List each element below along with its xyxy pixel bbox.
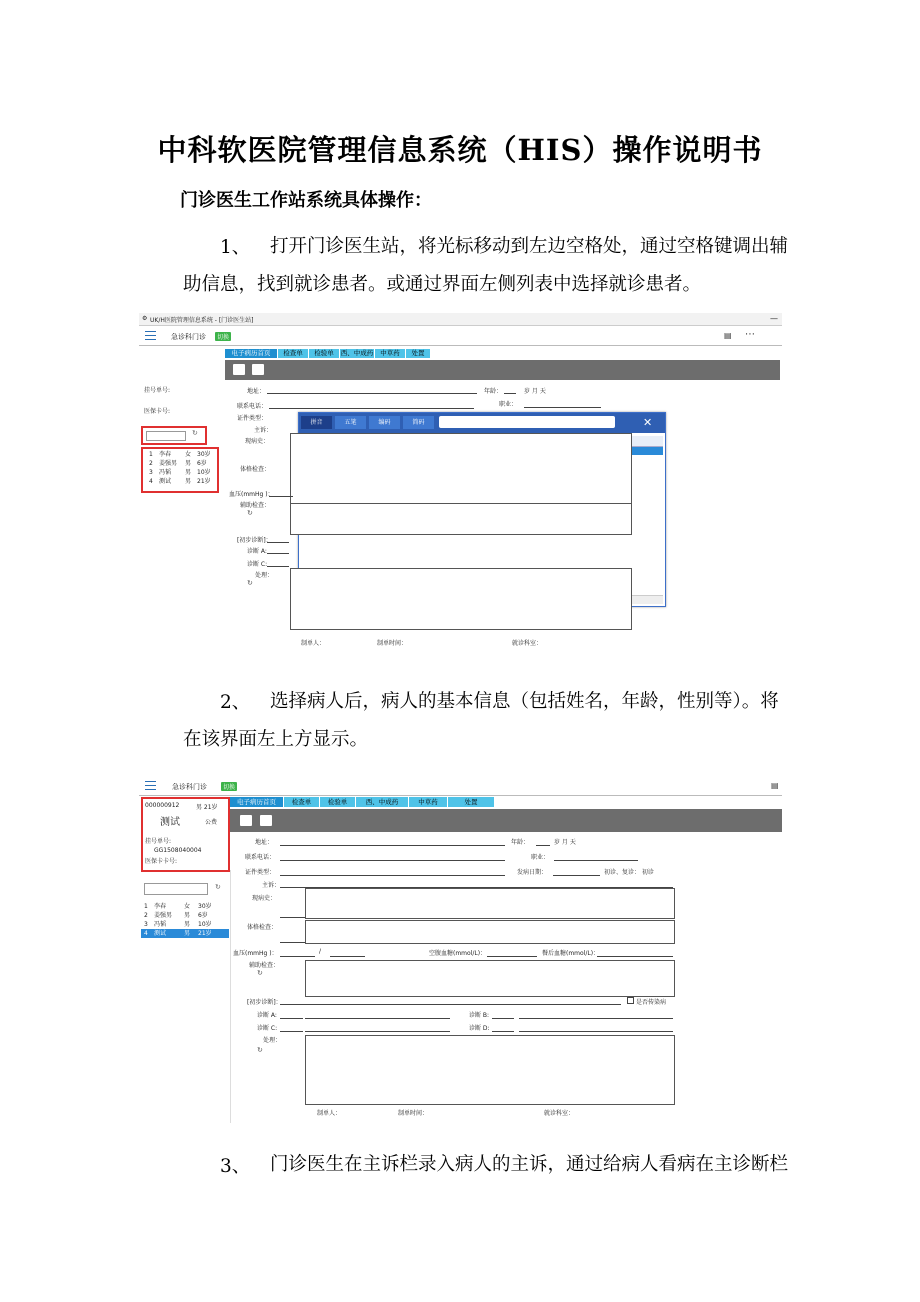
visit-type-label: 初诊、复诊： 初诊 (604, 869, 654, 876)
patient-age: 21岁 (197, 478, 211, 485)
switch-button[interactable]: 切换 (217, 334, 230, 341)
input-underline[interactable] (305, 1031, 450, 1032)
input-underline[interactable] (519, 1018, 673, 1019)
patient-list-item[interactable] (141, 902, 229, 911)
patient-search-input[interactable] (144, 883, 208, 895)
tab-2[interactable]: 检验单 (320, 797, 356, 807)
step1-text-line1: 打开门诊医生站，将光标移动到左边空格处，通过空格键调出辅 (270, 236, 789, 257)
onset-label: 发病日期： (517, 869, 548, 876)
input-underline[interactable] (280, 875, 305, 876)
save-icon[interactable] (240, 815, 252, 826)
patient-age: 21岁 (198, 930, 212, 937)
exam-label: 体格检查： (240, 466, 271, 473)
popup-tab-2[interactable]: 编码 (369, 416, 400, 429)
input-underline[interactable] (553, 875, 600, 876)
patient-name: 测试 (159, 478, 172, 485)
patient-age: 30岁 (198, 903, 212, 910)
age-units: 岁 月 天 (524, 388, 546, 395)
app-header (139, 326, 782, 346)
postprandial-label: 餐后血糖(mmol/L)： (542, 950, 600, 957)
switch-button[interactable]: 切换 (223, 784, 236, 791)
contact-label: 联系电话： (245, 854, 276, 861)
app-header (139, 776, 782, 796)
idtype-label: 证件类型： (237, 415, 268, 422)
tab-bar (230, 797, 495, 807)
patient-list-item[interactable] (141, 911, 229, 920)
treat-label: 处理： (263, 1037, 282, 1044)
diagA-label: 诊断 A: (247, 548, 267, 555)
reg-no-value: GG1508040004 (154, 847, 202, 854)
treat-label: 处理： (255, 572, 274, 579)
window-title: UK/H医院管理信息系统 - [门诊医生站] (150, 317, 254, 324)
patient-sex: 男 (185, 460, 192, 467)
input-underline[interactable] (504, 393, 516, 394)
patient-name: 姜强男 (154, 912, 173, 919)
refresh-icon[interactable]: ↻ (247, 579, 253, 587)
refresh-icon[interactable]: ↻ (215, 883, 221, 891)
screenshot-2 (139, 770, 782, 1123)
patient-age: 30岁 (197, 451, 211, 458)
tab-4[interactable]: 中草药 (375, 349, 406, 358)
input-underline[interactable] (280, 860, 305, 861)
patient-list-item[interactable] (141, 929, 229, 938)
patient-age: 10岁 (198, 921, 212, 928)
visit-dept-label: 就诊科室： (544, 1110, 575, 1117)
maker-label: 制单人： (317, 1110, 342, 1117)
popup-header (299, 413, 665, 433)
input-underline[interactable] (305, 875, 505, 876)
input-underline[interactable] (280, 1018, 303, 1019)
visit-dept-label: 就诊科室： (512, 640, 543, 647)
address-label: 地址： (247, 388, 266, 395)
refresh-icon[interactable]: ↻ (257, 1046, 263, 1054)
input-underline[interactable] (487, 956, 537, 957)
patient-no: 3 (144, 921, 148, 928)
patient-sex: 男 (184, 930, 191, 937)
print-icon[interactable] (260, 815, 272, 826)
infectious-checkbox[interactable] (627, 997, 634, 1004)
patient-no: 2 (144, 912, 148, 919)
patient-info-highlight (141, 797, 230, 872)
bp-separator: / (319, 948, 322, 955)
input-underline[interactable] (536, 845, 550, 846)
patient-list-item[interactable] (146, 468, 217, 477)
aux-label: 辅助检查： (249, 962, 280, 969)
tab-5[interactable]: 处置 (448, 797, 495, 807)
popup-tab-3[interactable]: 简码 (403, 416, 434, 429)
patient-name: 测试 (160, 817, 180, 828)
popup-tab-0[interactable]: 拼音 (301, 416, 332, 429)
popup-search-input[interactable] (439, 416, 615, 428)
save-icon[interactable] (233, 364, 245, 375)
complaint-label: 主诉： (262, 882, 281, 889)
bp-label: 血压(mmHg )： (229, 491, 274, 498)
input-underline[interactable] (267, 566, 289, 567)
history-label: 现病史： (252, 895, 277, 902)
document-title: 中科软医院管理信息系统（HIS）操作说明书 (157, 133, 763, 167)
prelim-label: [初步诊断]： (247, 999, 282, 1006)
tab-4[interactable]: 中草药 (409, 797, 448, 807)
text-area[interactable] (305, 960, 675, 997)
step2-text-line2: 在该界面左上方显示。 (183, 729, 369, 750)
input-underline[interactable] (305, 1018, 450, 1019)
patient-list-item[interactable] (146, 459, 217, 468)
section-heading: 门诊医生工作站系统具体操作： (180, 190, 432, 211)
patient-no: 3 (149, 469, 153, 476)
tab-1[interactable]: 检查单 (278, 349, 309, 358)
text-area[interactable] (305, 920, 675, 944)
step-number: 1、 (220, 237, 251, 258)
make-time-label: 制单时间： (377, 640, 408, 647)
input-underline[interactable] (524, 407, 601, 408)
history-label: 现病史： (245, 438, 270, 445)
input-underline[interactable] (280, 845, 305, 846)
patient-sex: 女 (185, 451, 192, 458)
patient-name: 李春 (154, 903, 167, 910)
exam-label: 体格检查： (247, 924, 278, 931)
text-area[interactable] (305, 888, 675, 919)
tab-5[interactable]: 处置 (406, 349, 431, 358)
window-titlebar (139, 313, 782, 326)
minimize-icon[interactable]: — (770, 314, 778, 323)
tab-1[interactable]: 检查单 (284, 797, 320, 807)
prelim-label: [初步诊断]： (237, 537, 272, 544)
tab-3[interactable]: 西、中成药 (356, 797, 409, 807)
reg-no-label: 挂号单号: (144, 387, 171, 394)
patient-list-item[interactable] (146, 450, 217, 459)
age-label: 年龄： (484, 388, 503, 395)
menu-icon[interactable] (145, 781, 156, 790)
patient-sex: 男 (184, 912, 191, 919)
tab-bar (225, 349, 431, 358)
screenshot-1 (139, 313, 782, 663)
age-units: 岁 月 天 (554, 839, 576, 846)
job-label: 职业： (499, 401, 518, 408)
patient-age: 6岁 (197, 460, 207, 467)
fasting-label: 空腹血糖(mmol/L)： (429, 950, 487, 957)
input-underline[interactable] (280, 1004, 621, 1005)
text-area[interactable] (290, 503, 632, 535)
tab-0[interactable]: 电子病历首页 (230, 797, 284, 807)
complaint-label: 主诉： (254, 427, 273, 434)
insurance-label: 医保卡号: (144, 408, 171, 415)
patient-no: 1 (144, 903, 148, 910)
input-underline[interactable] (492, 1018, 514, 1019)
diagA-label: 诊断 A: (257, 1012, 277, 1019)
input-underline[interactable] (280, 942, 305, 943)
app-logo-icon: ⚙ (142, 315, 148, 322)
patient-sex-age: 男 21岁 (196, 804, 218, 811)
patient-name: 李春 (159, 451, 172, 458)
diagD-label: 诊断 D: (469, 1025, 490, 1032)
toolbar (230, 809, 782, 832)
fee-type: 公费 (205, 819, 218, 826)
patient-sex: 男 (184, 921, 191, 928)
diagB-label: 诊断 B: (469, 1012, 490, 1019)
input-underline[interactable] (554, 860, 638, 861)
bp-label: 血压(mmHg )： (233, 950, 278, 957)
input-underline[interactable] (305, 860, 505, 861)
patient-no: 2 (149, 460, 153, 467)
toolbar (225, 360, 780, 380)
text-area[interactable] (290, 568, 632, 630)
patient-id: 000000912 (145, 802, 180, 809)
patient-list (146, 450, 217, 486)
input-underline[interactable] (280, 956, 315, 957)
patient-list-highlight (141, 447, 219, 493)
message-icon[interactable]: ▤ (724, 331, 732, 340)
patient-search-input[interactable] (146, 431, 186, 441)
patient-sex: 女 (184, 903, 191, 910)
print-icon[interactable] (252, 364, 264, 375)
reg-no-label: 挂号单号: (145, 838, 172, 845)
dept-name: 急诊科门诊 (171, 333, 206, 341)
tab-0[interactable]: 电子病历首页 (225, 349, 278, 358)
contact-label: 联系电话： (237, 403, 268, 410)
more-icon[interactable]: ⋯ (745, 329, 755, 340)
aux-label: 辅助检查： (240, 502, 271, 509)
diagC-label: 诊断 C: (257, 1025, 278, 1032)
patient-list-item[interactable] (146, 477, 217, 486)
input-underline[interactable] (280, 887, 305, 888)
patient-name: 冯韬 (154, 921, 167, 928)
refresh-icon[interactable]: ↻ (192, 429, 198, 437)
idtype-label: 证件类型： (245, 869, 276, 876)
patient-age: 10岁 (197, 469, 211, 476)
tab-2[interactable]: 检验单 (309, 349, 340, 358)
patient-list (141, 902, 229, 938)
patient-no: 1 (149, 451, 153, 458)
patient-name: 姜强男 (159, 460, 178, 467)
input-underline[interactable] (267, 553, 289, 554)
patient-name: 测试 (154, 930, 167, 937)
age-label: 年龄： (511, 839, 530, 846)
input-underline[interactable] (280, 1031, 303, 1032)
step1-text-line2: 助信息，找到就诊患者。或通过界面左侧列表中选择就诊患者。 (183, 274, 702, 295)
patient-age: 6岁 (198, 912, 208, 919)
refresh-icon[interactable]: ↻ (257, 969, 263, 977)
step-number: 2、 (220, 692, 251, 713)
dept-name: 急诊科门诊 (172, 783, 207, 791)
close-icon[interactable]: ✕ (643, 416, 653, 429)
patient-no: 4 (144, 930, 148, 937)
input-underline[interactable] (597, 956, 673, 957)
message-icon[interactable]: ▤ (771, 781, 779, 790)
input-underline[interactable] (305, 845, 505, 846)
make-time-label: 制单时间： (398, 1110, 429, 1117)
patient-no: 4 (149, 478, 153, 485)
search-highlight (141, 426, 207, 445)
patient-sex: 男 (185, 478, 192, 485)
input-underline[interactable] (519, 1031, 673, 1032)
diagC-label: 诊断 C: (247, 561, 268, 568)
patient-sex: 男 (185, 469, 192, 476)
insurance-label: 医保卡卡号: (145, 858, 178, 865)
text-area[interactable] (290, 433, 632, 509)
step2-text-line1: 选择病人后，病人的基本信息（包括姓名，年龄，性别等）。将 (270, 691, 779, 712)
patient-list-item[interactable] (141, 920, 229, 929)
step-number: 3、 (220, 1156, 251, 1177)
input-underline[interactable] (280, 917, 305, 918)
popup-tab-1[interactable]: 五笔 (335, 416, 366, 429)
input-underline[interactable] (492, 1031, 514, 1032)
tab-3[interactable]: 西、中成药 (340, 349, 374, 357)
input-underline[interactable] (267, 542, 289, 543)
step3-text-line1: 门诊医生在主诉栏录入病人的主诉，通过给病人看病在主诊断栏 (270, 1154, 789, 1175)
address-label: 地址： (255, 839, 274, 846)
refresh-icon[interactable]: ↻ (247, 509, 253, 517)
input-underline[interactable] (269, 408, 474, 409)
maker-label: 制单人： (301, 640, 326, 647)
text-area[interactable] (305, 1035, 675, 1105)
input-underline[interactable] (267, 393, 477, 394)
input-underline[interactable] (330, 956, 365, 957)
menu-icon[interactable] (145, 331, 156, 340)
infectious-label: 是否传染病 (636, 999, 667, 1006)
patient-name: 冯韬 (159, 469, 172, 476)
job-label: 职业： (531, 854, 550, 861)
input-underline[interactable] (269, 496, 293, 497)
